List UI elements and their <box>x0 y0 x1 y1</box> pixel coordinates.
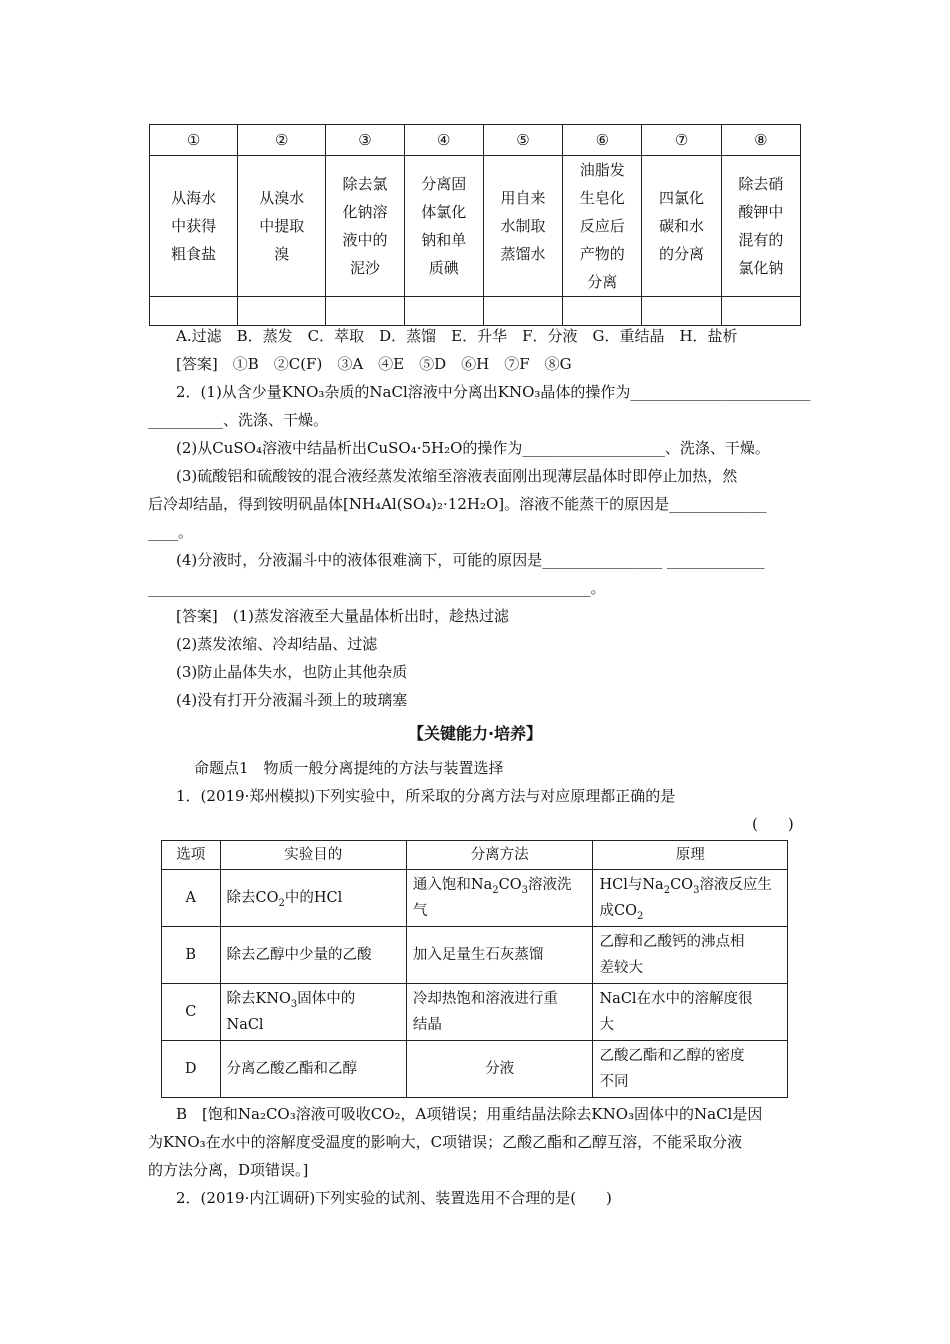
table-row <box>162 870 788 927</box>
purpose-cell: 分离乙酸乙酯和乙醇 <box>220 1041 406 1098</box>
option-cell: A <box>162 870 221 927</box>
explanation-line: 为KNO₃在水中的溶解度受温度的影响大，C项错误；乙酸乙酯和乙醇互溶，不能采取分液 <box>148 1133 743 1151</box>
answer-line: [答案] (1)蒸发溶液至大量晶体析出时，趁热过滤 <box>176 607 509 625</box>
blank-cell <box>150 297 238 326</box>
desc-cell: 从溴水 中提取 溴 <box>238 156 326 297</box>
answer-line: (3)防止晶体失水，也防止其他杂质 <box>176 663 408 681</box>
question-line: (4)分液时，分液漏斗中的液体很难滴下，可能的原因是________________ _____________ <box>176 551 765 569</box>
question-line: (2)从CuSO₄溶液中结晶析出CuSO₄·5H₂O的操作为___________________、洗涤、干燥。 <box>176 439 770 457</box>
option-cell: D <box>162 1041 221 1098</box>
desc-cell: 四氯化 碳和水 的分离 <box>642 156 721 297</box>
header-cell: ⑧ <box>721 125 800 156</box>
header-cell: ③ <box>326 125 404 156</box>
desc-cell: 分离固 体氯化 钠和单 质碘 <box>404 156 483 297</box>
question-line: __________、洗涤、干燥。 <box>148 411 329 429</box>
table-header-row <box>162 841 788 870</box>
method-cell: 冷却热饱和溶液进行重 结晶 <box>406 984 593 1041</box>
header-cell: 选项 <box>162 841 221 870</box>
method-cell: 分液 <box>406 1041 593 1098</box>
method-cell: 通入饱和$Na_2CO_3$溶液洗 气 <box>406 870 593 927</box>
option-cell: C <box>162 984 221 1041</box>
choice-table <box>161 840 788 1098</box>
blank-cell <box>721 297 800 326</box>
desc-cell: 从海水 中获得 粗食盐 <box>150 156 238 297</box>
header-cell: ⑤ <box>483 125 562 156</box>
purpose-cell: 除去乙醇中少量的乙酸 <box>220 927 406 984</box>
option-cell: B <box>162 927 221 984</box>
header-cell: ② <box>238 125 326 156</box>
answer-paren: ( ) <box>752 815 794 833</box>
desc-cell: 除去硝 酸钾中 混有的 氯化钠 <box>721 156 800 297</box>
header-cell: ⑦ <box>642 125 721 156</box>
purpose-cell: 除去$CO_2$中的HCl <box>220 870 406 927</box>
table-row <box>150 156 801 297</box>
blank-cell <box>404 297 483 326</box>
principle-cell: 乙醇和乙酸钙的沸点相 差较大 <box>593 927 788 984</box>
question-line: 1．(2019·郑州模拟)下列实验中，所采取的分离方法与对应原理都正确的是 <box>176 787 676 805</box>
blank-cell <box>238 297 326 326</box>
question-line: ___________________________________________________________。 <box>148 579 606 597</box>
principle-cell: HCl与$Na_2CO_3$溶液反应生 成$CO_2$ <box>593 870 788 927</box>
answer-blank-row <box>150 297 801 326</box>
blank-cell <box>326 297 404 326</box>
answer-line: [答案] ①B ②C(F) ③A ④E ⑤D ⑥H ⑦F ⑧G <box>176 355 572 373</box>
header-cell: 原理 <box>593 841 788 870</box>
question-line: 2．(1)从含少量KNO₃杂质的NaCl溶液中分离出KNO₃晶体的操作为________________________ <box>176 383 811 401</box>
explanation-line: 的方法分离，D项错误。] <box>148 1161 309 1179</box>
header-cell: 实验目的 <box>220 841 406 870</box>
question-line: 后冷却结晶，得到铵明矾晶体[NH₄Al(SO₄)₂·12H₂O]。溶液不能蒸干的原因是_____________ <box>148 495 767 513</box>
method-cell: 加入足量生石灰蒸馏 <box>406 927 593 984</box>
question-line: ____。 <box>148 523 194 541</box>
blank-cell <box>642 297 721 326</box>
answer-line: (4)没有打开分液漏斗颈上的玻璃塞 <box>176 691 408 709</box>
table-row <box>162 1041 788 1098</box>
table-row <box>162 927 788 984</box>
question-line: (3)硫酸铝和硫酸铵的混合液经蒸发浓缩至溶液表面刚出现薄层晶体时即停止加热，然 <box>176 467 738 485</box>
desc-cell: 除去氯 化钠溶 液中的 泥沙 <box>326 156 404 297</box>
question-line: 2．(2019·内江调研)下列实验的试剂、装置选用不合理的是( ) <box>176 1189 612 1207</box>
header-cell: ① <box>150 125 238 156</box>
table-row <box>162 984 788 1041</box>
principle-cell: NaCl在水中的溶解度很 大 <box>593 984 788 1041</box>
options-line: A.过滤 B．蒸发 C．萃取 D．蒸馏 E．升华 F．分液 G．重结晶 H．盐析 <box>176 327 738 345</box>
section-title: 【关键能力·培养】 <box>407 724 543 743</box>
explanation-line: B [饱和Na₂CO₃溶液可吸收CO₂，A项错误；用重结晶法除去KNO₃固体中的NaCl是因 <box>176 1105 763 1123</box>
header-cell: ⑥ <box>563 125 642 156</box>
separation-methods-table <box>149 124 801 326</box>
purpose-cell: 除去$KNO_3$固体中的 NaCl <box>220 984 406 1041</box>
blank-cell <box>563 297 642 326</box>
desc-cell: 油脂发 生皂化 反应后 产物的 分离 <box>563 156 642 297</box>
table-header-row <box>150 125 801 156</box>
header-cell: 分离方法 <box>406 841 593 870</box>
answer-line: (2)蒸发浓缩、冷却结晶、过滤 <box>176 635 378 653</box>
principle-cell: 乙酸乙酯和乙醇的密度 不同 <box>593 1041 788 1098</box>
blank-cell <box>483 297 562 326</box>
header-cell: ④ <box>404 125 483 156</box>
desc-cell: 用自来 水制取 蒸馏水 <box>483 156 562 297</box>
topic-line: 命题点1 物质一般分离提纯的方法与装置选择 <box>194 759 504 777</box>
